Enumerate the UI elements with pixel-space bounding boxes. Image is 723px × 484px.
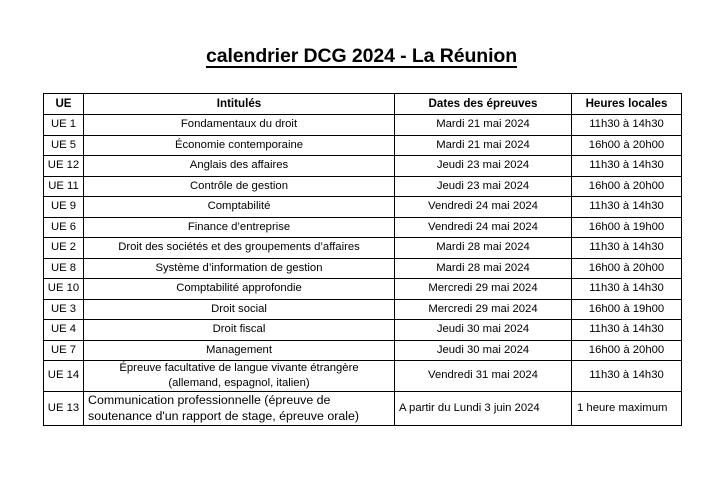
cell-hours: 11h30 à 14h30 xyxy=(572,238,682,259)
cell-ue: UE 3 xyxy=(44,299,84,320)
cell-hours: 16h00 à 20h00 xyxy=(572,258,682,279)
table-row xyxy=(44,279,682,300)
cell-title: Économie contemporaine xyxy=(84,135,395,156)
cell-ue: UE 2 xyxy=(44,238,84,259)
cell-hours: 11h30 à 14h30 xyxy=(572,279,682,300)
table-row xyxy=(44,320,682,341)
table-row xyxy=(44,115,682,136)
cell-title: Contrôle de gestion xyxy=(84,176,395,197)
table-row xyxy=(44,197,682,218)
cell-date: Mercredi 29 mai 2024 xyxy=(395,279,572,300)
cell-title: Management xyxy=(84,340,395,361)
cell-title-line-1: Communication professionnelle (épreuve de xyxy=(88,392,331,407)
column-header-dates: Dates des épreuves xyxy=(395,94,572,115)
cell-hours: 16h00 à 20h00 xyxy=(572,135,682,156)
cell-title: Anglais des affaires xyxy=(84,156,395,177)
cell-date: A partir du Lundi 3 juin 2024 xyxy=(395,391,572,425)
cell-date: Jeudi 23 mai 2024 xyxy=(395,176,572,197)
cell-title xyxy=(84,391,395,425)
table-row xyxy=(44,217,682,238)
cell-ue: UE 1 xyxy=(44,115,84,136)
table-row xyxy=(44,258,682,279)
table-row xyxy=(44,391,682,425)
cell-title-line-2: soutenance d'un rapport de stage, épreuve orale) xyxy=(88,409,360,424)
table-body xyxy=(44,115,682,426)
cell-ue: UE 12 xyxy=(44,156,84,177)
cell-date: Jeudi 30 mai 2024 xyxy=(395,320,572,341)
cell-date: Jeudi 30 mai 2024 xyxy=(395,340,572,361)
cell-date: Mardi 28 mai 2024 xyxy=(395,238,572,259)
table-header-row xyxy=(44,94,682,115)
cell-title: Droit fiscal xyxy=(84,320,395,341)
table-row xyxy=(44,238,682,259)
exam-schedule-table xyxy=(43,93,682,426)
table-row xyxy=(44,156,682,177)
column-header-title: Intitulés xyxy=(84,94,395,115)
cell-hours: 16h00 à 19h00 xyxy=(572,217,682,238)
cell-ue: UE 13 xyxy=(44,391,84,425)
cell-date: Vendredi 24 mai 2024 xyxy=(395,217,572,238)
cell-title: Droit des sociétés et des groupements d’affaires xyxy=(84,238,395,259)
cell-date: Mercredi 29 mai 2024 xyxy=(395,299,572,320)
cell-hours: 11h30 à 14h30 xyxy=(572,115,682,136)
cell-title-line-2: (allemand, espagnol, italien) xyxy=(168,376,310,389)
page-title: calendrier DCG 2024 - La Réunion xyxy=(205,45,518,67)
cell-hours: 11h30 à 14h30 xyxy=(572,320,682,341)
table-header xyxy=(44,94,682,115)
table-row xyxy=(44,176,682,197)
column-header-hours: Heures locales xyxy=(572,94,682,115)
cell-title: Fondamentaux du droit xyxy=(84,115,395,136)
cell-ue: UE 8 xyxy=(44,258,84,279)
cell-title: Finance d’entreprise xyxy=(84,217,395,238)
cell-hours: 1 heure maximum xyxy=(572,391,682,425)
cell-hours: 11h30 à 14h30 xyxy=(572,197,682,218)
cell-title: Système d’information de gestion xyxy=(84,258,395,279)
cell-hours: 16h00 à 19h00 xyxy=(572,299,682,320)
table-row xyxy=(44,135,682,156)
cell-date: Mardi 21 mai 2024 xyxy=(395,115,572,136)
cell-ue: UE 4 xyxy=(44,320,84,341)
schedule-table-container xyxy=(43,93,681,426)
cell-date: Mardi 21 mai 2024 xyxy=(395,135,572,156)
cell-ue: UE 6 xyxy=(44,217,84,238)
table-row xyxy=(44,299,682,320)
cell-ue: UE 5 xyxy=(44,135,84,156)
cell-ue: UE 9 xyxy=(44,197,84,218)
cell-hours: 16h00 à 20h00 xyxy=(572,176,682,197)
table-row xyxy=(44,361,682,392)
cell-ue: UE 10 xyxy=(44,279,84,300)
cell-date: Mardi 28 mai 2024 xyxy=(395,258,572,279)
cell-hours: 11h30 à 14h30 xyxy=(572,361,682,392)
cell-title: Comptabilité xyxy=(84,197,395,218)
table-row xyxy=(44,340,682,361)
column-header-ue: UE xyxy=(44,94,84,115)
cell-hours: 11h30 à 14h30 xyxy=(572,156,682,177)
cell-title: Droit social xyxy=(84,299,395,320)
cell-title-line-1: Épreuve facultative de langue vivante étrangère xyxy=(119,362,359,374)
cell-date: Vendredi 31 mai 2024 xyxy=(395,361,572,392)
cell-title xyxy=(84,361,395,392)
cell-ue: UE 14 xyxy=(44,361,84,392)
cell-ue: UE 11 xyxy=(44,176,84,197)
cell-date: Jeudi 23 mai 2024 xyxy=(395,156,572,177)
cell-ue: UE 7 xyxy=(44,340,84,361)
cell-title: Comptabilité approfondie xyxy=(84,279,395,300)
cell-hours: 16h00 à 20h00 xyxy=(572,340,682,361)
cell-date: Vendredi 24 mai 2024 xyxy=(395,197,572,218)
